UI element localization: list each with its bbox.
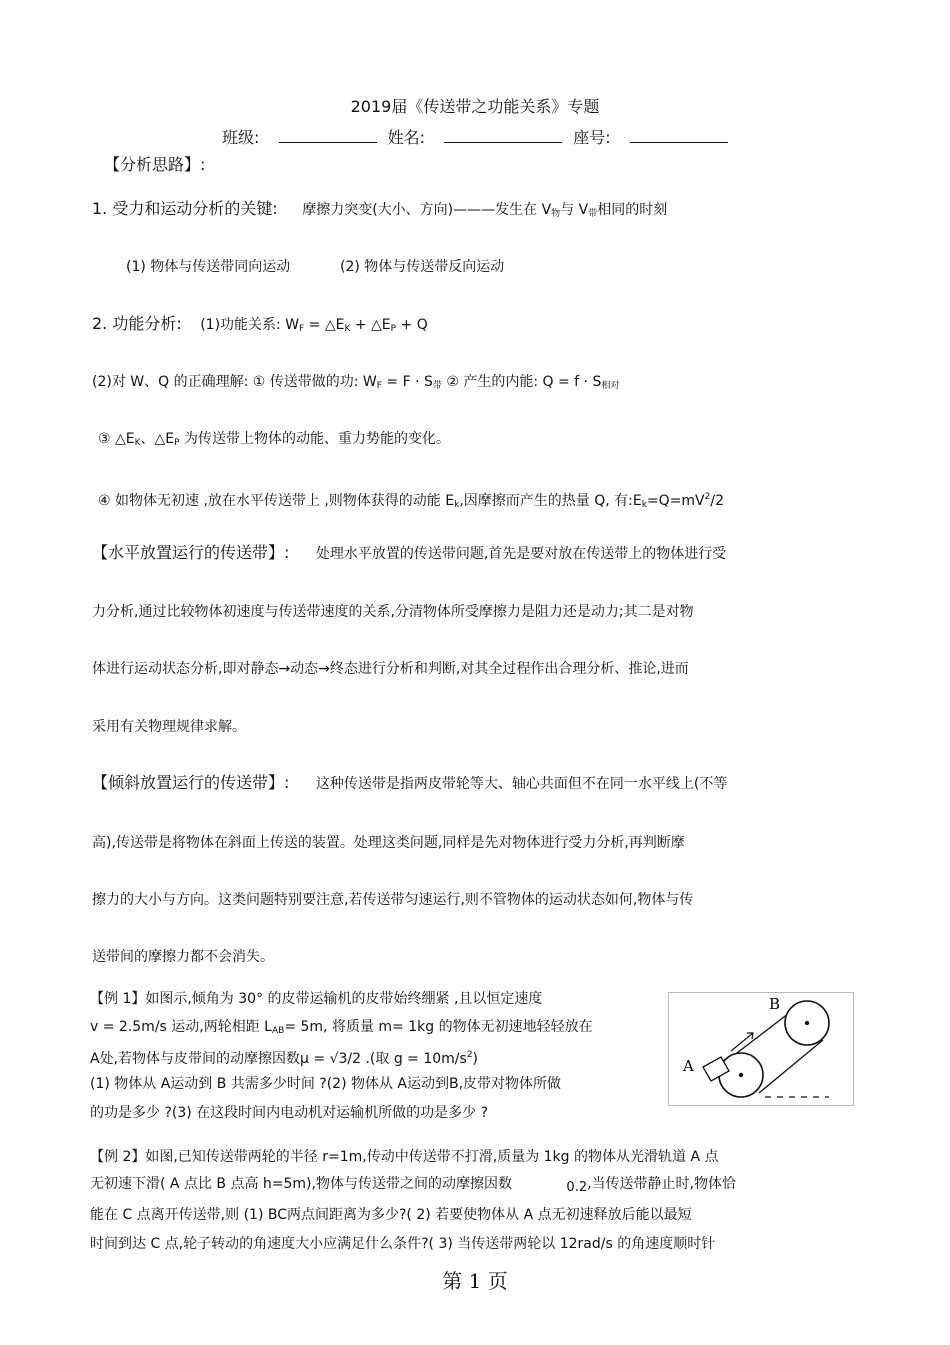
conveyor-figure bbox=[668, 992, 854, 1106]
inclined-line4: 送带间的摩擦力都不会消失。 bbox=[92, 949, 274, 965]
example1-line1: 【例 1】如图示,倾角为 30° 的皮带运输机的皮带始终绷紧 ,且以恒定速度 bbox=[90, 991, 543, 1007]
class-label: 班级: bbox=[222, 128, 260, 147]
example2-line4: 时间到达 C 点,轮子转动的角速度大小应满足什么条件?( 3) 当传送带两轮以 12rad/s 的角速度顺时针 bbox=[90, 1236, 716, 1252]
item2-line bbox=[92, 315, 428, 338]
item1-sub1: (1) 物体与传送带同向运动 bbox=[126, 259, 291, 275]
inclined-line3: 擦力的大小与方向。这类问题特别要注意,若传送带匀速运行,则不管物体的运动状态如何,物体与传 bbox=[92, 892, 694, 908]
student-info-row bbox=[222, 128, 728, 147]
name-label: 姓名: bbox=[387, 128, 425, 147]
example1-line2: v = 2.5m/s 运动,两轮相距 $L_{AB}= 5m$, 将质量 m= 1kg 的物体无初速地轻轻放在 bbox=[90, 1019, 593, 1036]
inclined-line2: 高),传送带是将物体在斜面上传送的装置。处理这类问题,同样是先对物体进行受力分析,再判断摩 bbox=[92, 835, 685, 851]
item1-line bbox=[92, 200, 667, 223]
seat-label: 座号: bbox=[573, 128, 611, 147]
item2-energy-change: ③ $\triangle E_K$、$\triangle E_P$ 为传送带上物体的动能、重力势能的变化。 bbox=[98, 431, 451, 448]
horizontal-line4: 采用有关物理规律求解。 bbox=[92, 719, 246, 735]
item2-no-initial-speed: ④ 如物体无初速 ,放在水平传送带上 ,则物体获得的动能 $E_k$,因摩擦而产生的热量 Q, 有$:E_k=Q=mV^2/2$ bbox=[98, 492, 724, 510]
item2-understanding: (2)对 W、Q 的正确理解: ① 传送带做的功: $W_F = F \cdot S_带$ ② 产生的内能: $Q = f \cdot S_{相对}$ bbox=[92, 374, 620, 391]
class-blank[interactable] bbox=[279, 128, 377, 143]
horizontal-heading: 【水平放置运行的传送带】: bbox=[92, 543, 290, 562]
example2-line1: 【例 2】如图,已知传送带两轮的半径 r=1m,传动中传送带不打滑,质量为 1kg 的物体从光滑轨道 A 点 bbox=[90, 1149, 719, 1165]
item1-sub2: (2) 物体与传送带反向运动 bbox=[340, 259, 505, 275]
example2-line2: 无初速下滑( A 点比 B 点高 h=5m),物体与传送带之间的动摩擦因数 0.2,当传送带静止时,物体恰 bbox=[90, 1176, 737, 1195]
item1-text: 摩擦力突变(大小、方向)———发生在 $V_物$与 $V_带$相同的时刻 bbox=[302, 202, 668, 219]
inclined-line1: 【倾斜放置运行的传送带】: 这种传送带是指两皮带轮等大、轴心共面但不在同一水平线上(不等 bbox=[92, 773, 728, 792]
horizontal-line3: 体进行运动状态分析,即对静态→动态→终态进行分析和判断,对其全过程作出合理分析、推论,进而 bbox=[92, 661, 689, 677]
horizontal-line2: 力分析,通过比较物体初速度与传送带速度的关系,分清物体所受摩擦力是阻力还是动力;其二是对物 bbox=[92, 604, 694, 620]
conveyor-diagram bbox=[669, 993, 853, 1105]
horizontal-line1: 【水平放置运行的传送带】: 处理水平放置的传送带问题,首先是要对放在传送带上的物体进行受 bbox=[92, 543, 727, 562]
item1-label: 1. 受力和运动分析的关键: bbox=[92, 199, 278, 218]
item2-label: 2. 功能分析: bbox=[92, 314, 182, 333]
label-b: B bbox=[769, 995, 781, 1013]
name-blank[interactable] bbox=[444, 128, 562, 143]
analysis-heading: 【分析思路】: bbox=[104, 155, 206, 174]
inclined-heading: 【倾斜放置运行的传送带】: bbox=[92, 773, 290, 792]
seat-blank[interactable] bbox=[630, 128, 728, 143]
example1-line4: (1) 物体从 A运动到 B 共需多少时间 ?(2) 物体从 A运动到B,皮带对物体所做 bbox=[90, 1076, 562, 1092]
example1-line3: A处,若物体与皮带间的动摩擦因数μ = √3/2 .(取 $g = 10m/s^2$) bbox=[90, 1050, 479, 1067]
example2-line3: 能在 C 点离开传送带,则 (1) BC两点间距离为多少?( 2) 若要使物体从 A 点无初速释放后能以最短 bbox=[90, 1207, 692, 1223]
item2-relation: (1)功能关系: $W_F$ = $\triangle E_K$ + $\triangle E_P + Q$ bbox=[200, 317, 428, 334]
label-a: A bbox=[683, 1057, 694, 1075]
example1-line5: 的功是多少 ?(3) 在这段时间内电动机对运输机所做的功是多少 ? bbox=[90, 1105, 489, 1121]
page-number: 第 1 页 bbox=[442, 1269, 508, 1293]
doc-title: 2019届《传送带之功能关系》专题 bbox=[350, 97, 600, 116]
